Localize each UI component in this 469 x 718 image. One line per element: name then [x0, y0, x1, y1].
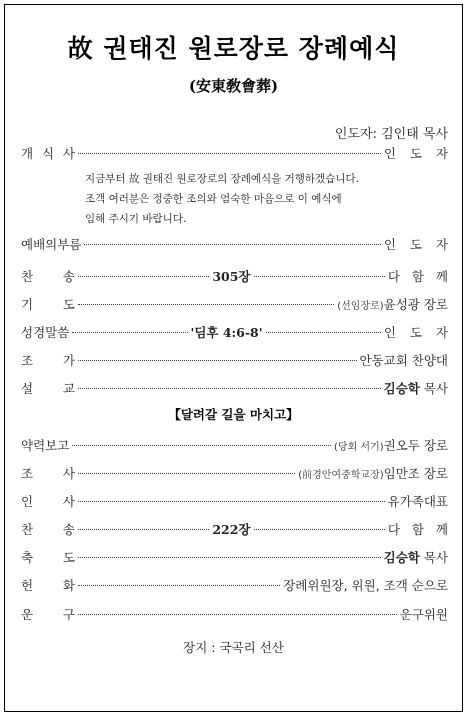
row-label: 기 도: [21, 297, 75, 312]
row-leader: 유가족대표: [387, 494, 448, 509]
program-row-sermon: [21, 379, 448, 397]
leader-dots: [84, 244, 380, 245]
leader-dots: [78, 304, 334, 305]
program-row-scripture: [21, 323, 453, 341]
leader-dots: [78, 557, 381, 558]
leader-dots: [72, 332, 187, 333]
program-row-hymn-2: [21, 520, 453, 538]
row-leader: 다 함 께: [387, 269, 453, 284]
row-label: 예배의부름: [21, 237, 82, 252]
intro-text: [85, 169, 359, 229]
row-label: 개 식 사: [21, 146, 75, 161]
program-row-biography: [21, 436, 448, 454]
leader-dots: [78, 614, 397, 615]
leader-dots: [78, 388, 381, 389]
leader-dots: [78, 473, 295, 474]
program-row-greeting: [21, 492, 448, 510]
row-label: 헌 화: [21, 578, 75, 593]
row-label: 조 가: [21, 353, 75, 368]
row-label: 축 도: [21, 550, 75, 565]
program-row-call-to-worship: [21, 235, 453, 253]
row-label: 인 사: [21, 494, 75, 509]
row-label: 약력보고: [21, 438, 70, 453]
hymn-number: 222장: [212, 522, 251, 537]
order-of-service-page: [4, 4, 463, 712]
row-label: 성경말씀: [21, 325, 70, 340]
row-label: 설 교: [21, 381, 75, 396]
leader-dots: [78, 585, 280, 586]
leader-dots: [78, 501, 385, 502]
intro-line: 조객 여러분은 정중한 조의와 엄숙한 마음으로 이 예식에: [85, 193, 342, 205]
intro-line: 임해 주시기 바랍니다.: [85, 213, 187, 225]
burial-site: 장지 : 국곡리 선산: [183, 640, 284, 655]
document-subtitle: (安東敎會葬): [188, 77, 279, 95]
leader-dots: [78, 153, 381, 154]
row-leader: 다 함 께: [387, 522, 453, 537]
program-row-flowers: [21, 576, 448, 594]
scripture-reference: '딤후 4:6-8': [190, 325, 263, 340]
row-leader: 장례위원장, 위원, 조객 순으로: [283, 578, 448, 593]
leader-dots: [78, 360, 357, 361]
row-label: 조 사: [21, 466, 75, 481]
row-leader: 안동교회 찬양대: [359, 353, 448, 368]
program-row-opening: [21, 144, 453, 162]
intro-line: 지금부터 故 권태진 원로장로의 장례예식을 거행하겠습니다.: [85, 173, 359, 185]
row-leader: 운구위원: [399, 607, 448, 622]
leader-dots: [266, 332, 381, 333]
row-leader: (前경안여중학교장)임만조 장로: [298, 466, 448, 481]
program-row-prayer: [21, 295, 448, 313]
row-leader: 인 도 자: [383, 237, 453, 252]
row-leader: (당회 서기)권오두 장로: [334, 438, 448, 453]
program-row-hymn-1: [21, 267, 453, 285]
program-row-choir: [21, 351, 448, 369]
sermon-title: 【달려갈 길을 마치고】: [168, 407, 299, 422]
officiant-line: 인도자: 김인태 목사: [334, 127, 448, 142]
row-leader: 인 도 자: [383, 325, 453, 340]
row-leader: (선임장로)윤성광 장로: [337, 297, 448, 312]
hymn-number: 305장: [212, 269, 251, 284]
row-label: 운 구: [21, 607, 75, 622]
program-row-eulogy: [21, 464, 448, 482]
row-label: 찬 송: [21, 269, 75, 284]
leader-dots: [72, 445, 331, 446]
leader-dots: [254, 529, 385, 530]
row-leader: 김승학 목사: [383, 550, 448, 565]
leader-dots: [254, 276, 385, 277]
row-leader: 김승학 목사: [383, 381, 448, 396]
program-row-benediction: [21, 548, 448, 566]
leader-dots: [78, 529, 209, 530]
document-title: 故 권태진 원로장로 장례예식: [67, 34, 400, 63]
row-label: 찬 송: [21, 522, 75, 537]
row-leader: 인 도 자: [383, 146, 453, 161]
leader-dots: [78, 276, 209, 277]
program-row-pallbearers: [21, 605, 448, 623]
